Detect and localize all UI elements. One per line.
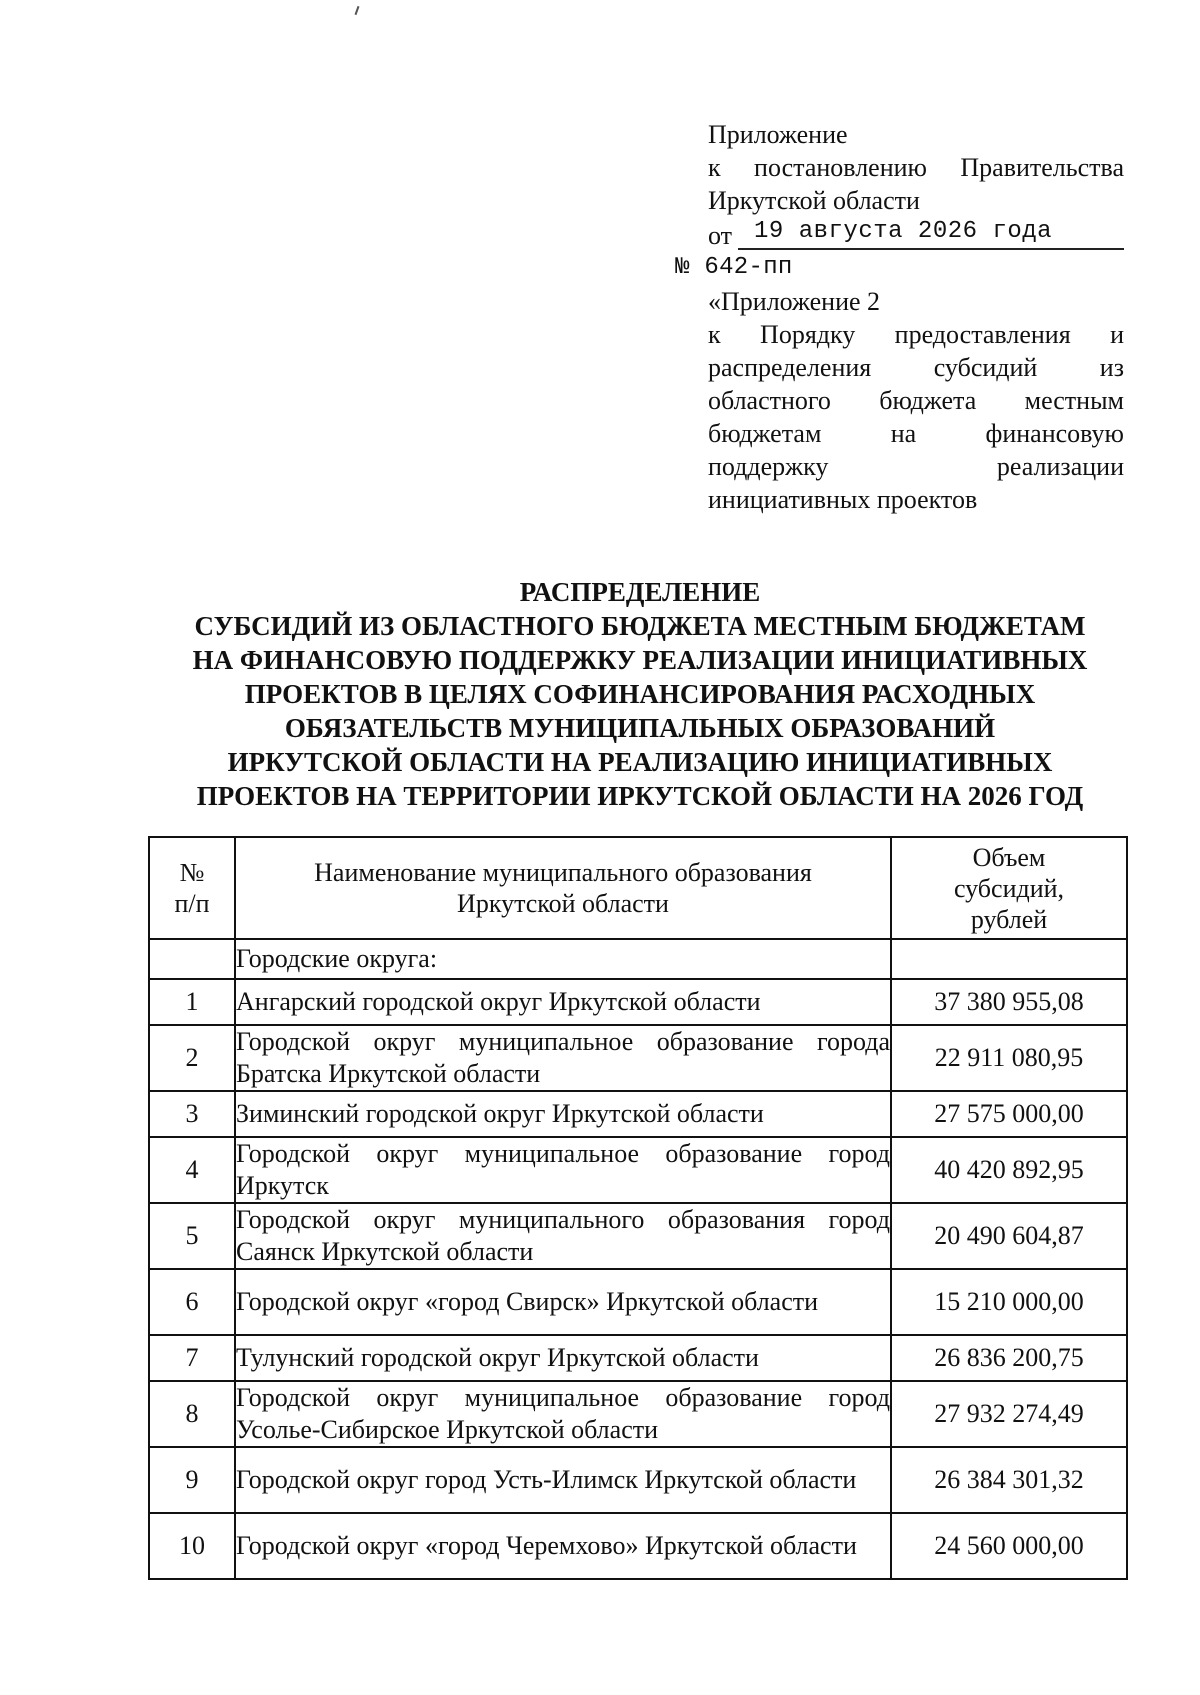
subsidy-amount: 26 384 301,32 — [891, 1447, 1127, 1513]
subsidy-amount: 15 210 000,00 — [891, 1269, 1127, 1335]
subsidy-amount: 27 932 274,49 — [891, 1381, 1127, 1447]
title-line: ОБЯЗАТЕЛЬСТВ МУНИЦИПАЛЬНЫХ ОБРАЗОВАНИЙ — [284, 713, 996, 743]
header-amount — [891, 837, 1127, 939]
row-number: 2 — [149, 1025, 235, 1091]
appendix-line: «Приложение 2 — [708, 287, 881, 316]
table-row — [149, 1513, 1127, 1579]
document-title — [150, 575, 1130, 813]
row-number: 1 — [149, 979, 235, 1025]
row-number: 6 — [149, 1269, 235, 1335]
appendix-line: к Порядку предоставления и — [708, 320, 1124, 349]
appendix-line: Иркутской области — [708, 186, 920, 215]
municipality-name: Городской округ муниципальное образование город Иркутск — [235, 1137, 891, 1203]
municipality-name: Городской округ «город Черемхово» Иркутской области — [235, 1513, 891, 1579]
row-number: 7 — [149, 1335, 235, 1381]
municipality-name: Тулунский городской округ Иркутской области — [235, 1335, 891, 1381]
row-number: 4 — [149, 1137, 235, 1203]
row-number: 8 — [149, 1381, 235, 1447]
subsidy-amount: 20 490 604,87 — [891, 1203, 1127, 1269]
row-number: 9 — [149, 1447, 235, 1513]
date-value: 19 августа 2026 года — [754, 218, 1053, 245]
appendix-line: поддержку реализации — [708, 452, 1124, 481]
appendix-date-line — [708, 215, 1124, 251]
title-line: НА ФИНАНСОВУЮ ПОДДЕРЖКУ РЕАЛИЗАЦИИ ИНИЦИАТИВНЫХ — [192, 645, 1088, 675]
municipality-name: Городской округ муниципального образования город Саянск Иркутской области — [235, 1203, 891, 1269]
table-body — [149, 979, 1127, 1579]
table-header-row — [149, 837, 1127, 939]
title-line: РАСПРЕДЕЛЕНИЕ — [519, 577, 761, 607]
title-line: ПРОЕКТОВ В ЦЕЛЯХ СОФИНАНСИРОВАНИЯ РАСХОДНЫХ — [244, 679, 1036, 709]
appendix-line: к постановлению Правительства — [708, 153, 1124, 182]
header-name — [235, 837, 891, 939]
table-row — [149, 1025, 1127, 1091]
subsidy-amount: 22 911 080,95 — [891, 1025, 1127, 1091]
subsidy-amount: 27 575 000,00 — [891, 1091, 1127, 1137]
subsidy-table — [148, 836, 1128, 1580]
group-num-cell — [149, 939, 235, 979]
header-num — [149, 837, 235, 939]
header-num-line: п/п — [174, 889, 210, 918]
scan-mark — [355, 6, 360, 15]
date-prefix: от — [708, 221, 733, 250]
municipality-name: Городской округ муниципальное образование города Братска Иркутской области — [235, 1025, 891, 1091]
subsidy-amount: 40 420 892,95 — [891, 1137, 1127, 1203]
row-number: 10 — [149, 1513, 235, 1579]
appendix-line: областного бюджета местным — [708, 386, 1124, 415]
title-line: ИРКУТСКОЙ ОБЛАСТИ НА РЕАЛИЗАЦИЮ ИНИЦИАТИВНЫХ — [227, 747, 1053, 777]
appendix-line: инициативных проектов — [708, 485, 978, 514]
table-row — [149, 1269, 1127, 1335]
group-amount-cell — [891, 939, 1127, 979]
municipality-name: Зиминский городской округ Иркутской области — [235, 1091, 891, 1137]
table-row — [149, 1335, 1127, 1381]
table-group-row — [149, 939, 1127, 979]
subsidy-amount: 37 380 955,08 — [891, 979, 1127, 1025]
table-row — [149, 1137, 1127, 1203]
group-label: Городские округа: — [235, 939, 891, 979]
table-row — [149, 1203, 1127, 1269]
appendix-line: Приложение — [708, 120, 848, 149]
header-name-line: Наименование муниципального образования — [314, 858, 812, 887]
title-line: СУБСИДИЙ ИЗ ОБЛАСТНОГО БЮДЖЕТА МЕСТНЫМ БЮДЖЕТАМ — [194, 611, 1086, 641]
appendix-line: распределения субсидий из — [708, 353, 1124, 382]
header-amount-line: субсидий, — [953, 873, 1065, 903]
municipality-name: Городской округ муниципальное образование город Усолье-Сибирское Иркутской области — [235, 1381, 891, 1447]
header-name-line: Иркутской области — [457, 889, 669, 918]
row-number: 5 — [149, 1203, 235, 1269]
municipality-name: Ангарский городской округ Иркутской области — [235, 979, 891, 1025]
table-row — [149, 1447, 1127, 1513]
municipality-name: Городской округ «город Свирск» Иркутской области — [235, 1269, 891, 1335]
header-amount-line: рублей — [970, 904, 1048, 934]
appendix-block — [675, 118, 1124, 516]
date-underline — [738, 248, 1124, 250]
header-num-line: № — [179, 858, 205, 887]
appendix-line: бюджетам на финансовую — [708, 419, 1124, 448]
table-row — [149, 1091, 1127, 1137]
header-amount-line: Объем — [972, 842, 1046, 872]
table-row — [149, 979, 1127, 1025]
title-line: ПРОЕКТОВ НА ТЕРРИТОРИИ ИРКУТСКОЙ ОБЛАСТИ НА 2026 ГОД — [196, 781, 1084, 811]
table-row — [149, 1381, 1127, 1447]
row-number: 3 — [149, 1091, 235, 1137]
document-number: № 642-пп — [675, 254, 793, 281]
municipality-name: Городской округ город Усть-Илимск Иркутской области — [235, 1447, 891, 1513]
subsidy-amount: 24 560 000,00 — [891, 1513, 1127, 1579]
subsidy-amount: 26 836 200,75 — [891, 1335, 1127, 1381]
